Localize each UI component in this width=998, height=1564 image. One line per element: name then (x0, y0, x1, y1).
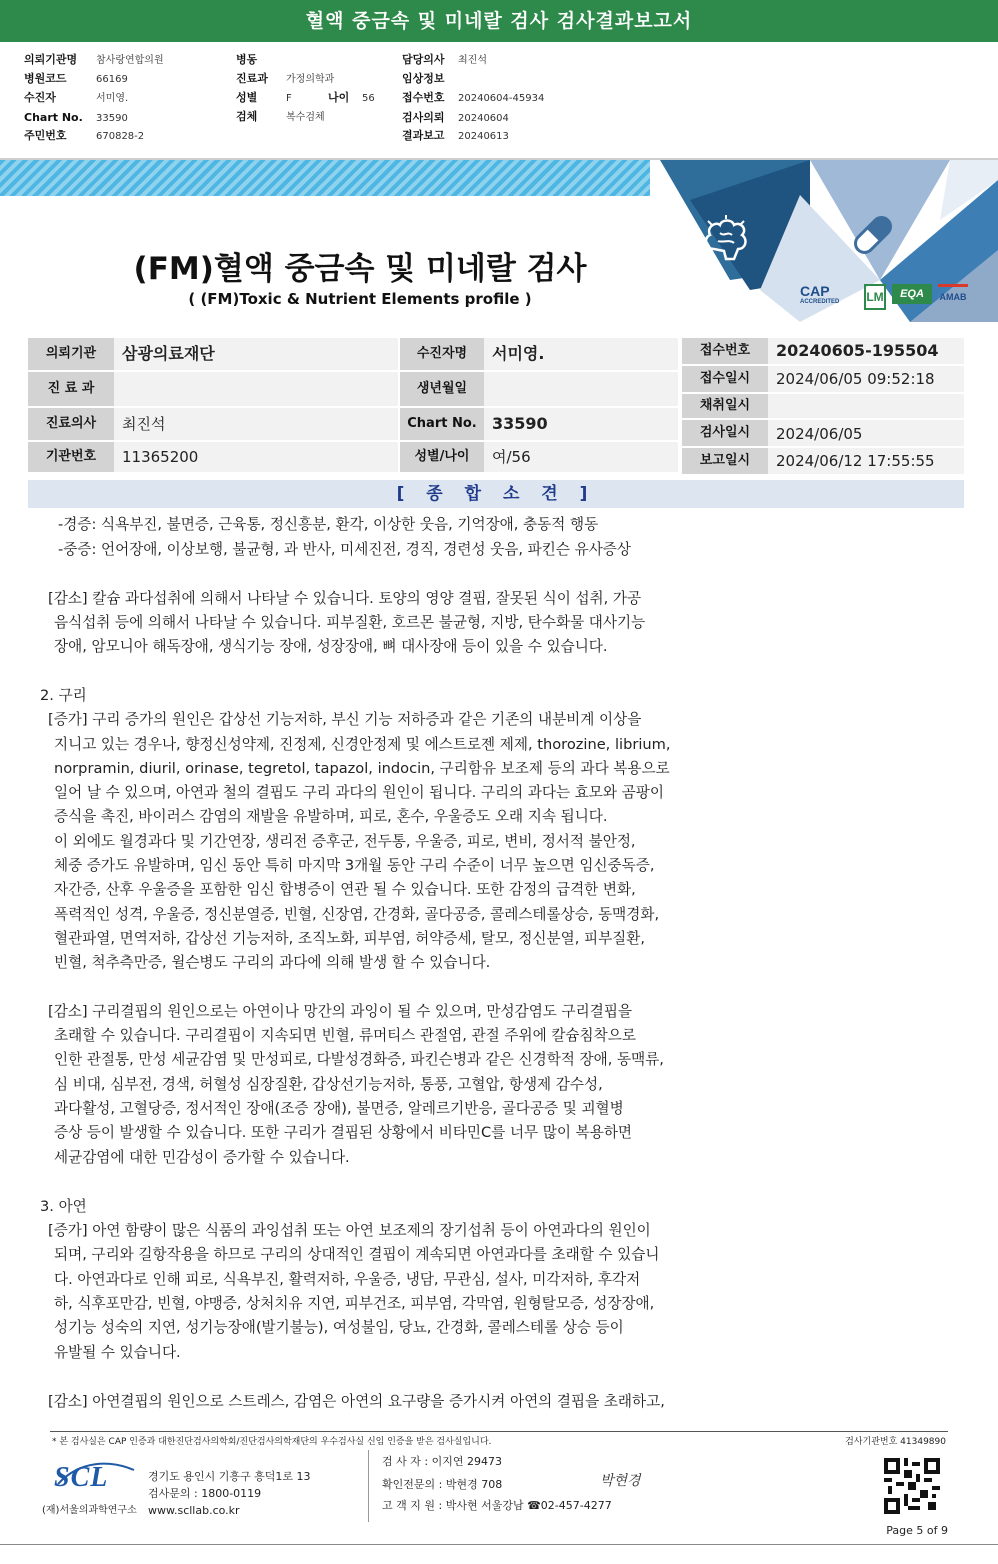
eqa-logo: EQA (892, 284, 932, 304)
text-line: [증가] 아연 함량이 많은 식품의 과잉섭취 또는 아연 보조제의 장기섭취 등이 아연과다의 원인이 (48, 1222, 651, 1239)
page-bottom-border (0, 1544, 998, 1545)
label-department: 진 료 과 (28, 372, 114, 406)
text-line: 증식을 촉진, 바이러스 감염의 재발을 유발하며, 피로, 혼수, 우울증도 오래 지속 됩니다. (54, 808, 608, 825)
label-institution: 의뢰기관 (28, 338, 114, 370)
info-patient: 수진자 서미영. (24, 91, 129, 104)
text-line: [감소] 구리결핍의 원인으로는 아연이나 망간의 과잉이 될 수 있으며, 만성감염도 구리결핍을 (48, 1003, 633, 1020)
label-institution-no: 기관번호 (28, 442, 114, 472)
info-report-date: 결과보고 20240613 (402, 129, 509, 142)
text-line: 이 외에도 월경과다 및 기간연장, 생리전 증후군, 전두통, 우울증, 피로, 변비, 정서적 불안정, (54, 833, 636, 850)
top-info-block (0, 42, 998, 160)
section-heading-zinc: 3. 아연 (40, 1198, 87, 1215)
label-receipt-date: 접수일시 (682, 366, 768, 392)
value-collect-date (768, 394, 964, 418)
text-line: 음식섭취 등에 의해서 나타날 수 있습니다. 피부질환, 호르몬 불균형, 지방, 탄수화물 대사기능 (54, 614, 646, 631)
text-line: 초래할 수 있습니다. 구리결핍이 지속되면 빈혈, 류머티스 관절염, 관절 주위에 칼슘침착으로 (54, 1027, 636, 1044)
value-patient-name: 서미영. (484, 338, 678, 370)
footer-org-name: (재)서울의과학연구소 (42, 1505, 137, 1516)
footer-inspector: 검 사 자 : 이지연 29473 (382, 1455, 502, 1468)
footer-customer-support: 고 객 지 원 : 박사현 서울강남 ☎02-457-4277 (382, 1499, 612, 1512)
value-chart-no: 33590 (484, 408, 678, 440)
label-collect-date: 채취일시 (682, 394, 768, 418)
text-line: [감소] 칼슘 과다섭취에 의해서 나타날 수 있습니다. 토양의 영양 결핍, 잘못된 식이 섭취, 가공 (48, 590, 642, 607)
text-line: 과다활성, 고혈당증, 정서적인 장애(조증 장애), 불면증, 알레르기반응, 골다공증 및 괴혈병 (54, 1100, 624, 1117)
value-receipt-no: 20240605-195504 (768, 338, 964, 364)
value-receipt-date: 2024/06/05 09:52:18 (768, 366, 964, 392)
cap-logo: CAP ACCREDITED (800, 283, 840, 305)
text-line: 장애, 암모니아 해독장애, 생식기능 장애, 성장장애, 뼈 대사장애 등이 있을 수 있습니다. (54, 638, 608, 655)
label-report-date: 보고일시 (682, 448, 768, 474)
info-resident-no: 주민번호 670828-2 (24, 129, 145, 142)
signature-image: 박현경 (600, 1473, 641, 1489)
info-receipt-no: 접수번호 20240604-45934 (402, 91, 545, 104)
text-line: 일어 날 수 있으며, 아연과 철의 결핍도 구리 과다의 원인이 됩니다. 구리의 과다는 효모와 곰팡이 (54, 784, 664, 801)
report-banner-title: 혈액 중금속 및 미네랄 검사 검사결과보고서 (0, 0, 998, 42)
info-department: 진료과 가정의학과 (236, 72, 335, 85)
label-chart-no: Chart No. (400, 408, 484, 440)
footer-website[interactable]: www.scllab.co.kr (148, 1504, 240, 1517)
summary-header: [ 종 합 소 견 ] (28, 480, 964, 508)
value-doctor: 최진석 (114, 408, 398, 440)
pill-icon (848, 210, 898, 260)
amab-logo: AMAB (938, 284, 968, 304)
text-line: 체중 증가도 유발하며, 임신 동안 특히 마지막 3개월 동안 구리 수준이 너무 높으면 임신중독증, (54, 857, 655, 874)
text-line: [증가] 구리 증가의 원인은 갑상선 기능저하, 부신 기능 저하증과 같은 기존의 내분비계 이상을 (48, 711, 642, 728)
value-institution: 삼광의료재단 (114, 338, 398, 370)
label-test-date: 검사일시 (682, 420, 768, 446)
footer-accreditation-note: * 본 검사실은 CAP 인증과 대한진단검사의학회/진단검사의학재단의 우수검사실 신임 인증을 받은 검사실입니다. (52, 1437, 492, 1447)
value-report-date: 2024/06/12 17:55:55 (768, 448, 964, 474)
text-line: 폭력적인 성격, 우울증, 정신분열증, 빈혈, 신장염, 간경화, 골다공증, 콜레스테롤상승, 동맥경화, (54, 906, 660, 923)
text-line: -중증: 언어장애, 이상보행, 불균형, 과 반사, 미세진전, 경직, 경련성 웃음, 파킨슨 유사증상 (58, 541, 632, 558)
text-line: 되며, 구리와 길항작용을 하므로 구리의 상대적인 결핍이 계속되면 아연과다를 초래할 수 있습니 (54, 1246, 660, 1263)
info-age: 나이 56 (328, 91, 375, 104)
info-request-date: 검사의뢰 20240604 (402, 111, 509, 124)
text-line: 심 비대, 심부전, 경색, 허혈성 심장질환, 갑상선기능저하, 통풍, 고혈압, 항생제 감수성, (54, 1076, 603, 1093)
page-number: Page 5 of 9 (886, 1524, 948, 1537)
info-chart-no: Chart No. 33590 (24, 111, 128, 124)
text-line: -경증: 식욕부진, 불면증, 근육통, 정신흥분, 환각, 이상한 웃음, 기억장애, 충동적 행동 (58, 516, 599, 533)
label-birth: 생년월일 (400, 372, 484, 406)
footer-inquiry: 검사문의 : 1800-0119 (148, 1487, 262, 1500)
text-line: 자간증, 산후 우울증을 포함한 임신 합병증이 연관 될 수 있습니다. 또한 감정의 급격한 변화, (54, 881, 636, 898)
qr-code (884, 1458, 940, 1514)
page-title: (FM)혈액 중금속 및 미네랄 검사 (133, 251, 587, 287)
text-line: [감소] 아연결핍의 원인으로 스트레스, 감염은 아연의 요구량을 증가시켜 아연의 결핍을 초래하고, (48, 1393, 665, 1410)
scl-logo: SCL (50, 1456, 140, 1500)
footer-address: 경기도 용인시 기흥구 흥덕1로 13 (148, 1470, 311, 1483)
label-sex-age: 성별/나이 (400, 442, 484, 472)
label-doctor: 진료의사 (28, 408, 114, 440)
value-department (114, 372, 398, 406)
value-test-date: 2024/06/05 (768, 420, 964, 446)
text-line: 성기능 성숙의 지연, 성기능장애(발기불능), 여성불임, 당뇨, 간경화, 콜레스테롤 상승 등이 (54, 1319, 624, 1336)
footer-divider (50, 1431, 948, 1432)
info-doctor: 담당의사 최진석 (402, 53, 487, 66)
info-specimen: 검체 복수검체 (236, 110, 325, 123)
info-requesting-clinic: 의뢰기관명 참사랑연합의원 (24, 53, 164, 66)
label-patient-name: 수진자명 (400, 338, 484, 370)
info-hospital-code: 병원코드 66169 (24, 72, 128, 85)
text-line: 인한 관절통, 만성 세균감염 및 만성피로, 다발성경화증, 파킨슨병과 같은 신경학적 장애, 동맥류, (54, 1051, 664, 1068)
label-receipt-no: 접수번호 (682, 338, 768, 364)
text-line: 유발될 수 있습니다. (54, 1344, 181, 1361)
text-line: 지니고 있는 경우나, 향정신성약제, 진정제, 신경안정제 및 에스트로젠 제제, thorozine, librium, (54, 736, 671, 753)
text-line: 빈혈, 척추측만증, 윌슨병도 구리의 과다에 의해 발생 할 수 있습니다. (54, 954, 491, 971)
info-clinical: 임상정보 (402, 72, 445, 85)
value-sex-age: 여/56 (484, 442, 678, 472)
section-heading-copper: 2. 구리 (40, 687, 87, 704)
footer-confirm-doctor: 확인전문의 : 박현경 708 (382, 1478, 503, 1491)
text-line: 증상 등이 발생할 수 있습니다. 또한 구리가 결핍된 상황에서 비타민C를 너무 많이 복용하면 (54, 1124, 633, 1141)
text-line: 다. 아연과다로 인해 피로, 식욕부진, 활력저하, 우울증, 냉담, 무관심, 설사, 미각저하, 후각저 (54, 1271, 641, 1288)
page-subtitle: ( (FM)Toxic & Nutrient Elements profile ) (188, 290, 532, 308)
lm-logo: LM (864, 284, 886, 310)
text-line: 하, 식후포만감, 빈혈, 야맹증, 상처치유 지연, 피부건조, 피부염, 각막염, 원형탈모증, 성장장애, (54, 1295, 655, 1312)
text-line: 세균감염에 대한 민감성이 증가할 수 있습니다. (54, 1149, 350, 1166)
text-line: norpramin, diuril, orinase, tegretol, tapazol, indocin, 구리함유 보조제 등의 과다 복용으로 (54, 760, 670, 777)
footer-separator (368, 1450, 369, 1522)
value-birth (484, 372, 678, 406)
value-institution-no: 11365200 (114, 442, 398, 472)
footer-institution-number: 검사기관번호 41349890 (845, 1437, 946, 1447)
text-line: 혈관파열, 면역저하, 갑상선 기능저하, 조직노화, 피부염, 허약증세, 탈모, 정신분열, 피부질환, (54, 930, 646, 947)
info-ward: 병동 (236, 53, 258, 66)
info-sex: 성별 F (236, 91, 292, 104)
